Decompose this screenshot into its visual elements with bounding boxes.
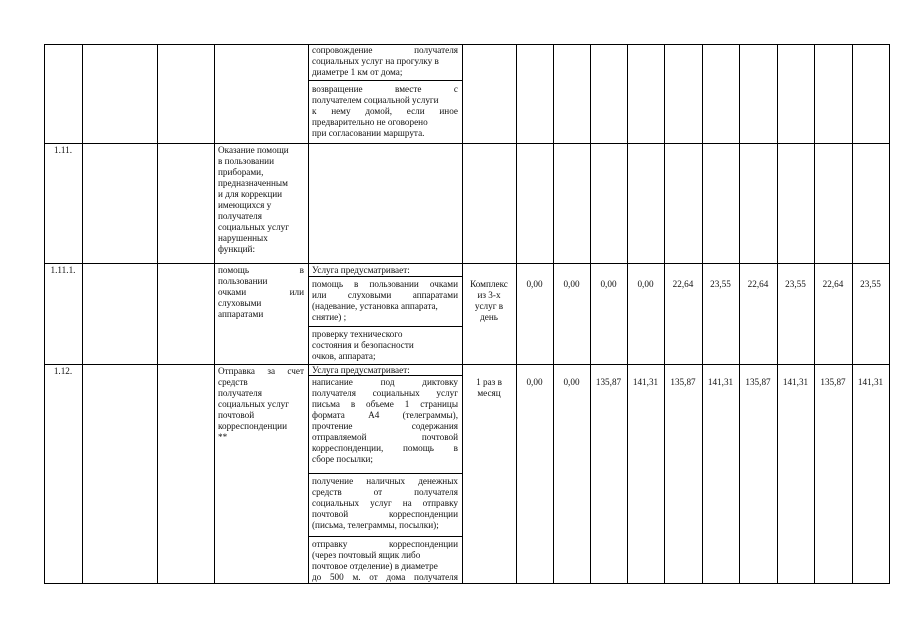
description-line: до 500 м. от дома получателя [312,572,458,582]
frequency-line: месяц [477,388,501,398]
service-title-line: имеющихся у [218,200,272,210]
row-border [308,326,463,327]
row-border [44,583,890,584]
tariff-value: 141,31 [782,377,809,387]
description-line: написание под диктовку [312,377,458,387]
column-border [739,44,740,584]
service-title-line: Отправка за счет [218,366,304,376]
column-border [664,44,665,584]
tariff-value: 141,31 [857,377,884,387]
row-number: 1.11.1. [50,265,76,275]
row-border [44,143,890,144]
provision-heading: Услуга предусматривает: [312,265,410,275]
service-title-line: средств [218,377,248,387]
service-title-line: Оказание помощи [218,145,289,155]
description-line: проверку технического [312,329,403,339]
column-border [553,44,554,584]
service-title-line: функций: [218,244,256,254]
service-title-line: получателя [218,211,262,221]
description-line: прочтение содержания [312,421,458,431]
description-line: при согласовании маршрута. [312,128,425,138]
description-line: средств от получателя [312,487,458,497]
tariff-value: 0,00 [563,279,580,289]
tariff-value: 141,31 [632,377,659,387]
tariff-value: 0,00 [600,279,617,289]
description-line: почтовой корреспонденции [312,509,458,519]
description-line: получение наличных денежных [312,476,458,486]
service-title-line: социальных услуг [218,222,290,232]
column-border [814,44,815,584]
column-border [889,44,890,584]
description-line: отправку корреспонденции [312,539,458,549]
tariff-value: 135,87 [745,377,771,387]
frequency-line: 1 раз в [476,377,502,387]
row-number: 1.12. [53,366,73,376]
column-border [157,44,158,584]
row-border [44,44,890,45]
frequency-line: день [480,312,498,322]
service-title-line: аппаратами [218,309,264,319]
column-border [627,44,628,584]
tariff-value: 23,55 [710,279,731,289]
tariff-value: 0,00 [563,377,580,387]
description-line: (письма, телеграммы, посылки); [312,520,439,530]
description-line: состояния и безопасности [312,340,414,350]
row-border [308,536,463,537]
tariff-value: 22,64 [672,279,694,289]
description-line: социальных услуг на отправку [312,498,458,508]
service-title-line: пользовании [218,276,268,286]
description-line: (надевание, установка аппарата, [312,301,438,311]
row-border [308,473,463,474]
tariff-value: 23,55 [860,279,881,289]
description-line: снятие) ; [312,312,347,322]
row-number: 1.11. [53,145,73,155]
tariff-value: 135,87 [595,377,622,387]
description-line: помощь в пользовании очками [312,279,458,289]
column-border [214,44,215,584]
row-border [308,80,463,81]
service-title-line: получателя [218,388,262,398]
column-border [516,44,517,584]
description-line: (через почтовый ящик либо [312,550,421,560]
column-border [44,44,45,584]
description-line: корреспонденции, помощь в [312,443,458,453]
column-border [777,44,778,584]
service-title-line: социальных услуг [218,399,290,409]
service-title-line: в пользовании [218,156,275,166]
service-title-line: приборами, [218,167,264,177]
service-title-line: помощь в [218,265,304,275]
description-line: сопровождение получателя [312,45,458,55]
frequency-line: Комплекс [470,279,508,289]
tariff-value: 141,31 [707,377,734,387]
tariff-value: 135,87 [820,377,846,387]
description-line: получателя социальных услуг [312,388,458,398]
column-border [82,44,83,584]
description-line: очков, аппарата; [312,351,376,361]
description-line: возвращение вместе с [312,84,458,94]
column-border [590,44,591,584]
row-border [44,364,890,365]
description-line: диаметре 1 км от дома; [312,67,403,77]
description-line: к нему домой, если иное [312,106,458,116]
provision-heading: Услуга предусматривает: [312,365,410,375]
service-title-line: предназначенным [218,178,288,188]
service-title-line: ** [218,432,228,442]
tariff-value: 0,00 [526,377,543,387]
description-line: почтовое отделение) в диаметре [312,561,438,571]
service-title-line: нарушенных [218,233,268,243]
tariff-value: 135,87 [670,377,696,387]
row-border [44,263,890,264]
service-title-line: слуховыми [218,298,262,308]
description-line: формата А4 (телеграммы), [312,410,458,420]
description-line: предварительно не оговорено [312,117,428,127]
column-border [308,44,309,584]
column-border [852,44,853,584]
tariff-value: 0,00 [526,279,543,289]
description-line: сборе посылки; [312,454,373,464]
service-title-line: почтовой [218,410,255,420]
tariff-value: 22,64 [822,279,844,289]
service-title-line: и для коррекции [218,189,283,199]
description-line: или слуховыми аппаратами [312,290,458,300]
description-line: отправляемой почтовой [312,432,458,442]
description-line: социальных услуг на прогулку в [312,56,439,66]
column-border [702,44,703,584]
description-line: получателем социальной услуги [312,95,439,105]
service-title-line: очками или [218,287,304,297]
tariff-value: 22,64 [747,279,769,289]
service-title-line: корреспонденции [218,421,288,431]
tariff-value: 0,00 [637,279,654,289]
frequency-line: услуг в [474,301,504,311]
description-line: письма в объеме 1 страницы [312,399,458,409]
tariff-value: 23,55 [785,279,806,289]
frequency-line: из 3-х [477,290,501,300]
